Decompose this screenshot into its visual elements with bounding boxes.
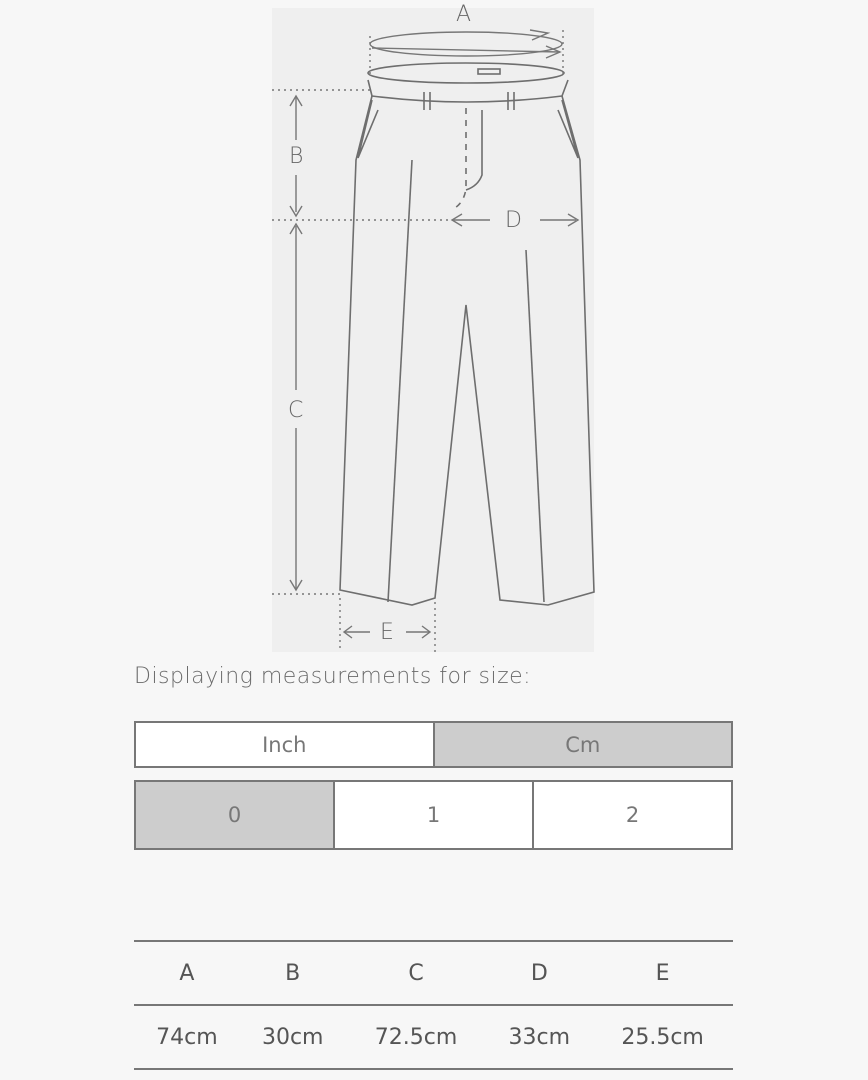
dimension-label-b: B [289,144,304,169]
table-row [134,1005,733,1069]
dimension-label-a: A [456,2,472,27]
unit-toggle [134,721,733,768]
table-header-c: C [408,960,424,986]
table-header-e: E [655,960,670,986]
table-cell-b: 30cm [261,1024,324,1050]
table-cell-c: 72.5cm [374,1024,458,1050]
measurements-table [134,940,733,1070]
size-option-2[interactable]: 2 [532,782,731,848]
table-cell-e: 25.5cm [621,1024,704,1050]
dimension-label-d: D [505,208,522,233]
size-caption: Displaying measurements for size: [134,664,532,689]
table-cell-a: 74cm [156,1024,218,1050]
table-header-d: D [530,960,548,986]
size-selector [134,780,733,850]
table-header-a: A [179,960,195,986]
size-option-1[interactable]: 1 [333,782,532,848]
trousers-size-diagram [272,2,594,652]
table-cell-d: 33cm [508,1024,571,1050]
size-option-0[interactable]: 0 [136,782,333,848]
table-header-b: B [285,960,301,986]
table-header-row [134,941,733,1005]
dimension-label-e: E [380,620,394,645]
unit-option-cm[interactable]: Cm [433,723,732,766]
dimension-label-c: C [288,398,304,423]
unit-option-inch[interactable]: Inch [136,723,433,766]
